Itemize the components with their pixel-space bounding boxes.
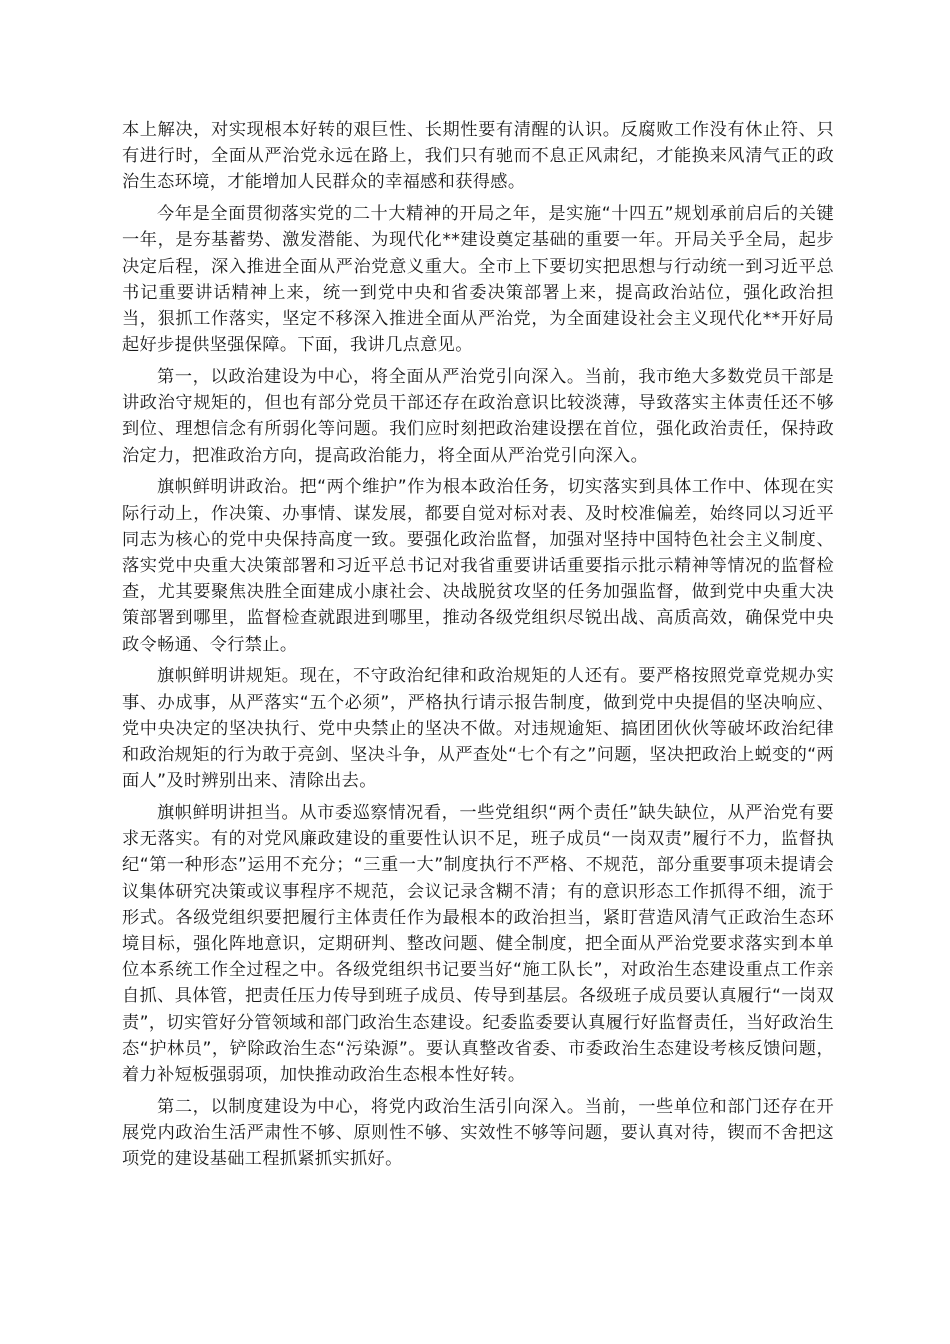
- paragraph-politics: 旗帜鲜明讲政治。把“两个维护”作为根本政治任务，切实落实到具体工作中、体现在实际行动上，作决策、办事情、谋发展，都要自觉对标对表、及时校准偏差，始终同以习近平同志为核心的党中央保持高度一致。要强化政治监督，加强对坚持中国特色社会主义制度、落实党中央重大决策部署和习近平总书记对我省重要讲话重要指示批示精神等情况的监督检查，尤其要聚焦决胜全面建成小康社会、决战脱贫攻坚的任务加强监督，做到党中央重大决策部署到哪里，监督检查就跟进到哪里，推动各级党组织尽锐出战、高质高效，确保党中央政令畅通、令行禁止。: [122, 477, 834, 655]
- paragraph-point-one: 第一，以政治建设为中心，将全面从严治党引向深入。当前，我市绝大多数党员干部是讲政治守规矩的，但也有部分党员干部还存在政治意识比较淡薄，导致落实主体责任还不够到位、理想信念有所弱化等问题。我们应时刻把政治建设摆在首位，强化政治责任，保持政治定力，把准政治方向，提高政治能力，将全面从严治党引向深入。: [122, 367, 834, 466]
- document-body: [122, 117, 834, 1178]
- paragraph-point-two: 第二，以制度建设为中心，将党内政治生活引向深入。当前，一些单位和部门还存在开展党内政治生活严肃性不够、原则性不够、实效性不够等问题，要认真对待，锲而不舍把这项党的建设基础工程抓紧抓实抓好。: [122, 1096, 834, 1170]
- paragraph-responsibility: 旗帜鲜明讲担当。从市委巡察情况看，一些党组织“两个责任”缺失缺位，从严治党有要求无落实。有的对党风廉政建设的重要性认识不足，班子成员“一岗双责”履行不力，监督执纪“第一种形态”运用不充分；“三重一大”制度执行不严格、不规范，部分重要事项未提请会议集体研究决策或议事程序不规范，会议记录含糊不清；有的意识形态工作抓得不细，流于形式。各级党组织要把履行主体责任作为最根本的政治担当，紧盯营造风清气正政治生态环境目标，强化阵地意识，定期研判、整改问题、健全制度，把全面从严治党要求落实到本单位本系统工作全过程之中。各级党组织书记要当好“施工队长”，对政治生态建设重点工作亲自抓、具体管，把责任压力传导到班子成员、传导到基层。各级班子成员要认真履行“一岗双责”，切实管好分管领域和部门政治生态建设。纪委监委要认真履行好监督责任，当好政治生态“护林员”，铲除政治生态“污染源”。要认真整改省委、市委政治生态建设考核反馈问题，着力补短板强弱项，加快推动政治生态根本性好转。: [122, 803, 834, 1086]
- paragraph-rules: 旗帜鲜明讲规矩。现在，不守政治纪律和政治规矩的人还有。要严格按照党章党规办实事、办成事，从严落实“五个必须”，严格执行请示报告制度，做到党中央提倡的坚决响应、党中央决定的坚决执行、党中央禁止的坚决不做。对违规逾矩、搞团团伙伙等破坏政治纪律和政治规矩的行为敢于亮剑、坚决斗争，从严查处“七个有之”问题，坚决把政治上蜕变的“两面人”及时辨别出来、清除出去。: [122, 666, 834, 792]
- paragraph-continuation: 本上解决，对实现根本好转的艰巨性、长期性要有清醒的认识。反腐败工作没有休止符、只有进行时，全面从严治党永远在路上，我们只有驰而不息正风肃纪，才能换来风清气正的政治生态环境，才能增加人民群众的幸福感和获得感。: [122, 120, 834, 193]
- paragraph-year-overview: 今年是全面贯彻落实党的二十大精神的开局之年，是实施“十四五”规划承前启后的关键一年，是夯基蓄势、激发潜能、为现代化**建设奠定基础的重要一年。开局关乎全局，起步决定后程，深入推进全面从严治党意义重大。全市上下要切实把思想与行动统一到习近平总书记重要讲话精神上来，统一到党中央和省委决策部署上来，提高政治站位，强化政治担当，狠抓工作落实，坚定不移深入推进全面从严治党，为全面建设社会主义现代化**开好局起好步提供坚强保障。下面，我讲几点意见。: [122, 204, 834, 356]
